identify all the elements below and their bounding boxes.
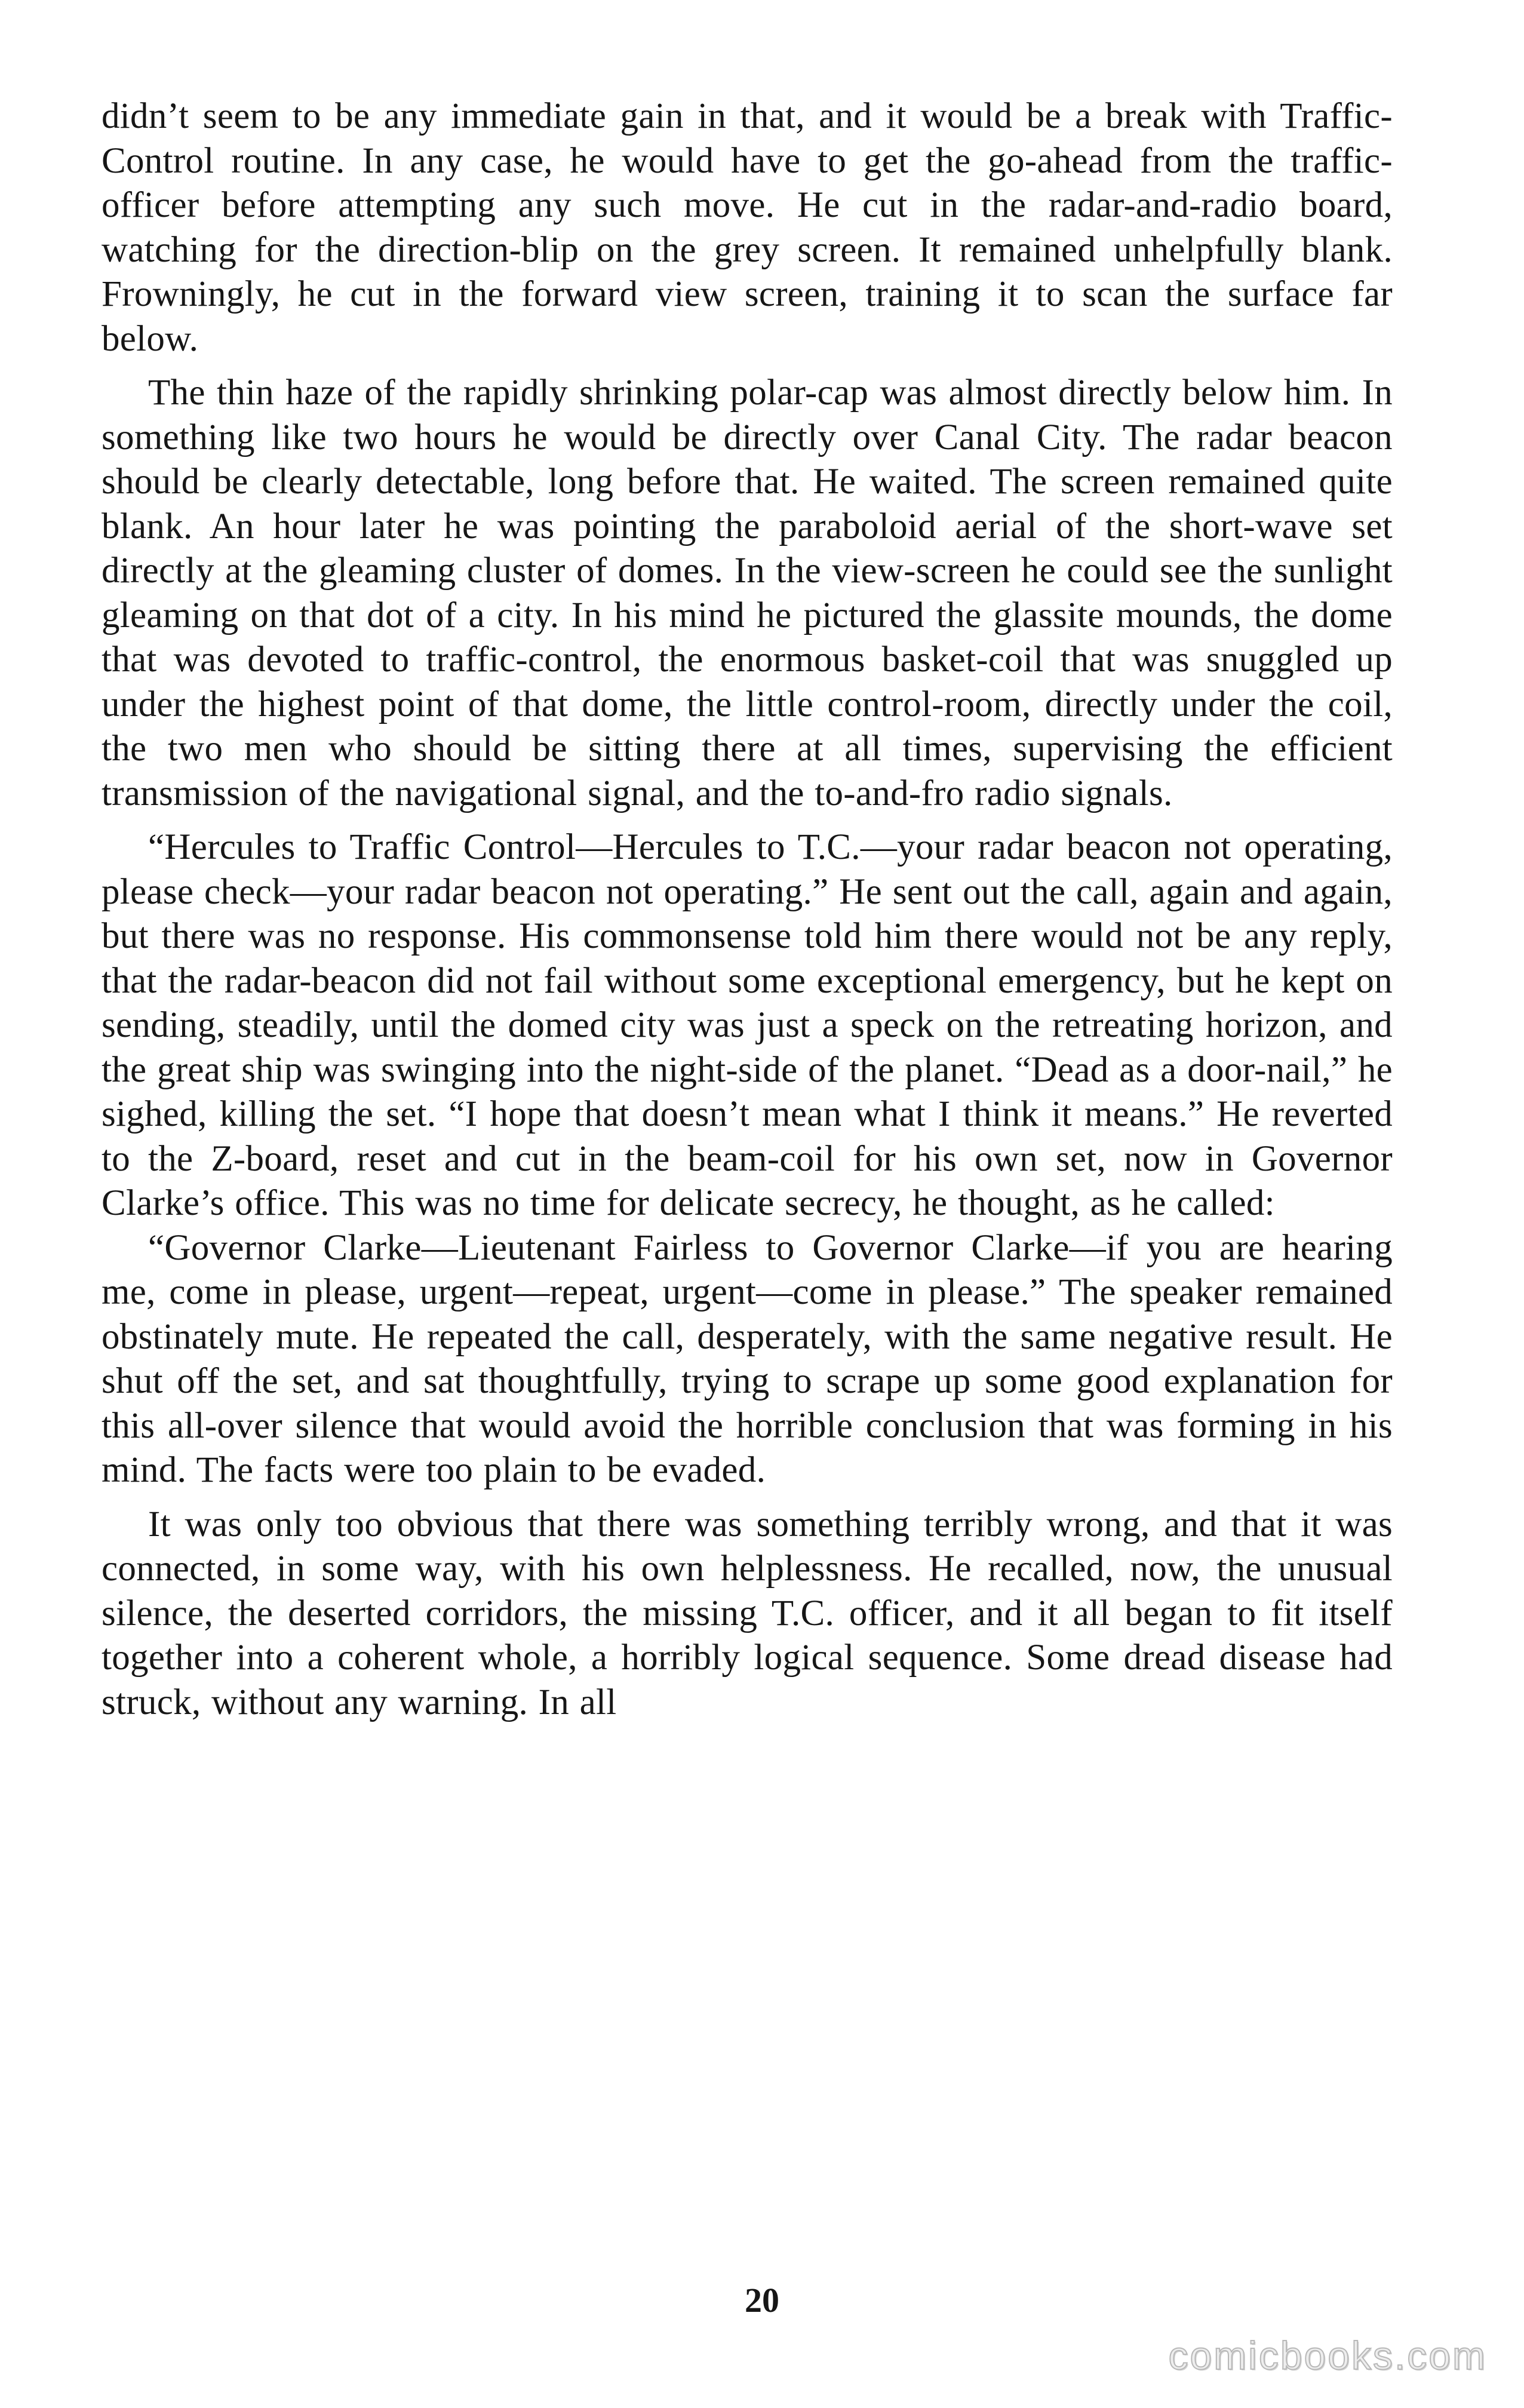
paragraph-2: The thin haze of the rapidly shrinking polar-cap was almost directly below him. In something like two hours he would be directly over Canal City. The radar beacon should be clearly detectable, long before that. He waited. The screen remained quite blank. An hour later he was pointing the paraboloid aerial of the short-wave set directly at the gleaming cluster of domes. In the view-screen he could see the sunlight gleaming on that dot of a city. In his mind he pictured the glassite mounds, the dome that was devoted to traffic-control, the enormous basket-coil that was snuggled up under the highest point of that dome, the little control-room, directly under the coil, the two men who should be sitting there at all times, supervising the efficient transmission of the navigational signal, and the to-and-fro radio signals. (102, 373, 1393, 813)
paragraph-5: It was only too obvious that there was something terribly wrong, and that it was connected, in some way, with his own helplessness. He recalled, now, the unusual silence, the deserted corridors, the missing T.C. officer, and it all began to fit itself together into a coherent whole, a horribly logical sequence. Some dread disease had struck, without any warning. In all (102, 1504, 1393, 1722)
paragraph-1: didn’t seem to be any immediate gain in that, and it would be a break with Traffic-Control routine. In any case, he would have to get the go-ahead from the traffic-officer before attempting any such move. He cut in the radar-and-radio board, watching for the direction-blip on the grey screen. It remained unhelpfully blank. Frowningly, he cut in the forward view screen, training it to scan the surface far below. (102, 96, 1393, 359)
paragraph-3: “Hercules to Traffic Control—Hercules to T.C.—your radar beacon not operating, please check—your radar beacon not operating.” He sent out the call, again and again, but there was no response. His commonsense told him there would not be any reply, that the radar-beacon did not fail without some exceptional emergency, but he kept on sending, steadily, until the domed city was just a speck on the retreating horizon, and the great ship was swinging into the night-side of the planet. “Dead as a door-nail,” he sighed, killing the set. “I hope that doesn’t mean what I think it means.” He reverted to the Z-board, reset and cut in the beam-coil for his own set, now in Governor Clarke’s office. This was no time for delicate secrecy, he thought, as he called: (102, 827, 1393, 1223)
paragraph-4: “Governor Clarke—Lieutenant Fairless to Governor Clarke—if you are hearing me, come in please, urgent—repeat, urgent—come in please.” The speaker remained obstinately mute. He repeated the call, desperately, with the same negative result. He shut off the set, and sat thoughtfully, trying to scrape up some good explanation for this all-over silence that would avoid the horrible conclusion that was forming in his mind. The facts were too plain to be evaded. (102, 1227, 1393, 1490)
watermark: comicbooks.com (1168, 2333, 1487, 2378)
page-number: 20 (745, 2281, 779, 2320)
body-text (102, 94, 1393, 1734)
